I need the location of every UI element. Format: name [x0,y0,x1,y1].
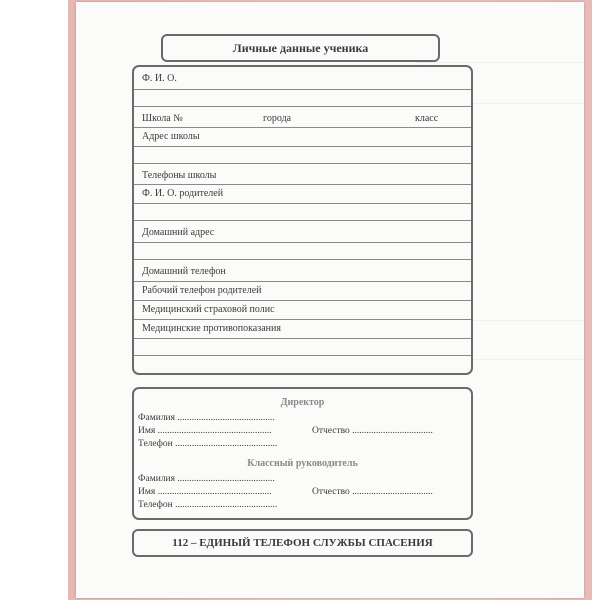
parents-fio-line-2[interactable] [134,220,471,221]
director-name[interactable]: Имя ................................................ [138,426,272,436]
contraindications-label: Медицинские противопоказания [142,323,281,334]
emergency-text: 112 – ЕДИНЫЙ ТЕЛЕФОН СЛУЖБЫ СПАСЕНИЯ [172,537,433,549]
director-surname[interactable]: Фамилия ......................................... [138,413,275,423]
emergency-banner [132,529,473,557]
class-teacher-heading: Классный руководитель [247,458,358,469]
school-line[interactable] [134,127,471,128]
personal-data-form [132,65,473,375]
parents-fio-label: Ф. И. О. родителей [142,188,224,199]
director-patronymic[interactable]: Отчество .................................. [312,426,433,436]
home-address-line-2[interactable] [134,259,471,260]
director-heading: Директор [280,397,325,408]
contraindications-line-2[interactable] [134,355,471,356]
teacher-patronymic[interactable]: Отчество .................................. [312,487,433,497]
insurance-line[interactable] [134,319,471,320]
teacher-surname[interactable]: Фамилия ......................................... [138,474,275,484]
parents-fio-line-1[interactable] [134,203,471,204]
fio-label: Ф. И. О. [142,73,177,84]
personal-data-title-box [161,34,440,62]
school-address-line-1[interactable] [134,146,471,147]
school-phones-label: Телефоны школы [142,170,217,181]
insurance-label: Медицинский страховой полис [142,304,275,315]
fio-line-2[interactable] [134,106,471,107]
page [76,2,584,598]
page-title: Личные данные ученика [232,40,369,55]
contraindications-line-1[interactable] [134,338,471,339]
school-address-label: Адрес школы [142,131,200,142]
director-phone[interactable]: Телефон ........................................... [138,439,278,449]
class-label: класс [415,113,439,124]
home-phone-line[interactable] [134,281,471,282]
teacher-name[interactable]: Имя ................................................ [138,487,272,497]
fio-line-1[interactable] [134,89,471,90]
parents-work-phone-line[interactable] [134,300,471,301]
teacher-phone[interactable]: Телефон ........................................... [138,500,278,510]
parents-work-phone-label: Рабочий телефон родителей [142,285,262,296]
school-address-line-2[interactable] [134,163,471,164]
home-address-line-1[interactable] [134,242,471,243]
home-address-label: Домашний адрес [142,227,215,238]
home-phone-label: Домашний телефон [142,266,226,277]
contacts-box [132,387,473,520]
city-label: города [263,113,292,124]
school-number-label: Школа № [142,113,183,124]
school-phones-line[interactable] [134,184,471,185]
